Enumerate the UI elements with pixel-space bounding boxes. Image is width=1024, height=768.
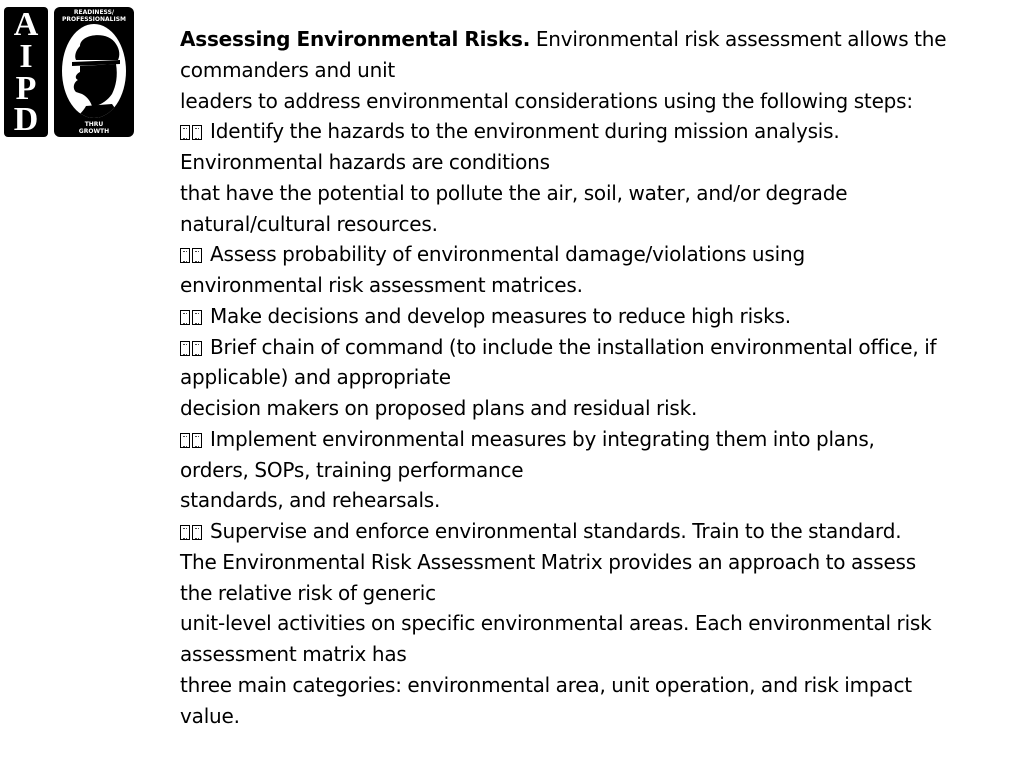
aipd-logo xyxy=(4,7,134,137)
text-line xyxy=(180,639,1000,670)
line-text: Assess probability of environmental damage/violations using xyxy=(210,242,805,267)
missing-glyph-bullet-icon xyxy=(180,426,204,442)
line-text: The Environmental Risk Assessment Matrix provides an approach to assess xyxy=(180,549,916,574)
bullet-item xyxy=(180,239,1000,270)
text-line xyxy=(180,455,1000,486)
line-text: assessment matrix has xyxy=(180,642,407,666)
text-line xyxy=(180,178,1000,209)
text-line xyxy=(180,608,1000,639)
bullet-item xyxy=(180,332,1000,363)
text-line xyxy=(180,670,1000,701)
logo-letter: I xyxy=(19,38,33,75)
text-line xyxy=(180,578,1000,609)
section-heading: Assessing Environmental Risks. xyxy=(180,27,531,51)
line-text: Environmental hazards are conditions xyxy=(180,150,550,174)
text-line xyxy=(180,86,1000,117)
aipd-letters-block xyxy=(4,7,48,137)
line-text: unit-level activities on specific environmental areas. Each environmental risk xyxy=(180,611,932,636)
missing-glyph-bullet-icon xyxy=(180,518,204,534)
line-text: commanders and unit xyxy=(180,57,396,82)
missing-glyph-bullet-icon xyxy=(180,241,204,257)
line-text: leaders to address environmental considerations using the following steps: xyxy=(180,88,913,113)
line-text: Brief chain of command (to include the installation environmental office, if xyxy=(210,334,937,359)
missing-glyph-bullet-icon xyxy=(180,334,204,350)
text-line xyxy=(180,393,1000,424)
logo-top-text: READINESS/ PROFESSIONALISM xyxy=(61,9,127,23)
missing-glyph-bullet-icon xyxy=(180,303,204,319)
text-line xyxy=(180,485,1000,516)
line-text: standards, and rehearsals. xyxy=(180,488,441,513)
line-text: Supervise and enforce environmental standards. Train to the standard. xyxy=(210,519,902,543)
logo-badge xyxy=(54,7,134,137)
body-lines xyxy=(180,55,1000,732)
line-text: environmental risk assessment matrices. xyxy=(180,273,583,297)
bullet-item xyxy=(180,516,1000,547)
heading-continuation: Environmental risk assessment allows the xyxy=(530,27,947,51)
text-line xyxy=(180,209,1000,240)
bullet-item xyxy=(180,301,1000,332)
text-line xyxy=(180,547,1000,578)
line-text: three main categories: environmental area, unit operation, and risk impact xyxy=(180,672,912,697)
line-text: applicable) and appropriate xyxy=(180,365,451,390)
line-text: orders, SOPs, training performance xyxy=(180,457,524,482)
logo-letter: D xyxy=(13,101,39,138)
logo-letter: P xyxy=(15,70,37,107)
line-text: natural/cultural resources. xyxy=(180,211,438,236)
soldier-silhouette-icon xyxy=(62,24,126,118)
soldier-silhouette-icon xyxy=(62,24,126,118)
text-line xyxy=(180,362,1000,393)
text-line xyxy=(180,701,1000,732)
line-text: value. xyxy=(180,703,240,728)
bullet-item xyxy=(180,116,1000,147)
line-text: decision makers on proposed plans and residual risk. xyxy=(180,396,698,420)
logo-bottom-text: THRU GROWTH xyxy=(78,121,110,135)
line-text: Implement environmental measures by integrating them into plans, xyxy=(210,426,875,451)
document-body xyxy=(180,24,1000,731)
heading-line xyxy=(180,24,1000,55)
bullet-item xyxy=(180,424,1000,455)
text-line xyxy=(180,55,1000,86)
logo-letter: A xyxy=(13,6,39,43)
text-line xyxy=(180,270,1000,301)
line-text: that have the potential to pollute the air, soil, water, and/or degrade xyxy=(180,180,848,205)
line-text: the relative risk of generic xyxy=(180,580,436,605)
line-text: Identify the hazards to the environment during mission analysis. xyxy=(210,119,840,144)
missing-glyph-bullet-icon xyxy=(180,118,204,134)
text-line xyxy=(180,147,1000,178)
line-text: Make decisions and develop measures to reduce high risks. xyxy=(210,303,791,328)
